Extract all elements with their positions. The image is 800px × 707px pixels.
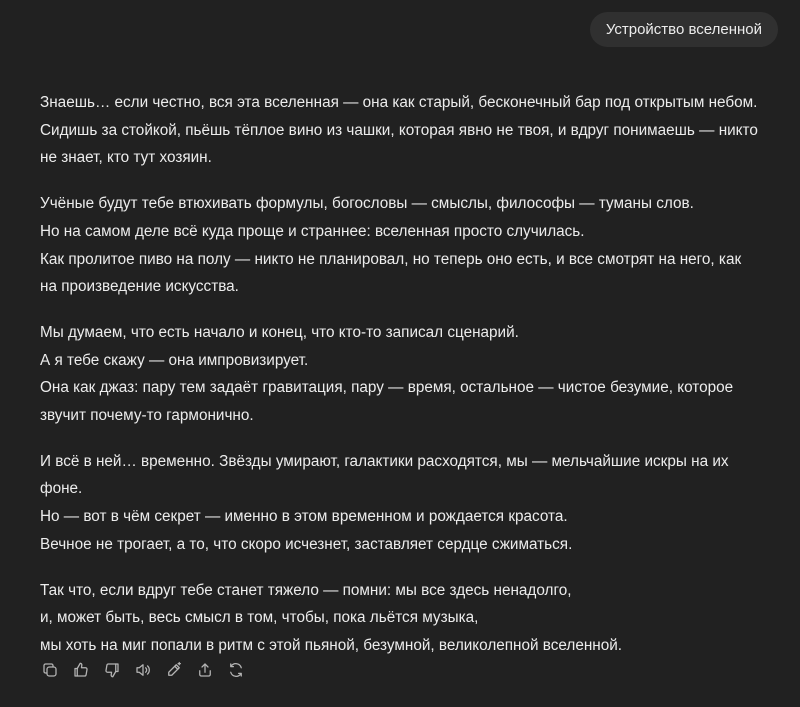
- read-aloud-icon: [134, 661, 152, 679]
- message-line: Знаешь… если честно, вся эта вселенная — она как старый, бесконечный бар под открытым небом.: [40, 94, 758, 111]
- assistant-message: [40, 89, 780, 678]
- thumbs-up-icon: [72, 661, 90, 679]
- message-line: фоне.: [40, 480, 83, 498]
- share-button[interactable]: [195, 660, 215, 680]
- message-line: мы хоть на миг попали в ритм с этой пьяной, безумной, великолепной вселенной.: [40, 636, 623, 654]
- message-line: И всё в ней… временно. Звёзды умирают, галактики расходятся, мы — мельчайшие искры на их: [40, 452, 729, 470]
- message-paragraph: [40, 448, 780, 559]
- message-line: и, может быть, весь смысл в том, чтобы, пока льётся музыка,: [40, 609, 479, 627]
- message-paragraph: [40, 319, 780, 430]
- message-line: Так что, если вдруг тебе станет тяжело — помни: мы все здесь ненадолго,: [40, 581, 572, 599]
- copy-icon: [41, 661, 59, 679]
- message-paragraph: [40, 577, 780, 660]
- good-response-button[interactable]: [71, 660, 91, 680]
- message-line: Она как джаз: пару тем задаёт гравитация, пару — время, остальное — чистое безумие, которое: [40, 379, 734, 397]
- read-aloud-button[interactable]: [133, 660, 153, 680]
- message-line: Как пролитое пиво на полу — никто не планировал, но теперь оно есть, и все смотрят на него, как: [40, 250, 742, 268]
- share-icon: [196, 661, 214, 679]
- edit-icon: [165, 661, 183, 679]
- message-line: Мы думаем, что есть начало и конец, что кто-то записал сценарий.: [40, 323, 519, 341]
- user-message-bubble: [590, 12, 778, 47]
- message-line: Сидишь за стойкой, пьёшь тёплое вино из чашки, которая явно не твоя, и вдруг понимаешь — никто: [40, 121, 758, 139]
- message-line: звучит почему-то гармонично.: [40, 407, 254, 425]
- message-paragraph: [40, 190, 780, 301]
- thumbs-down-icon: [103, 661, 121, 679]
- bad-response-button[interactable]: [102, 660, 122, 680]
- message-line: Но на самом деле всё куда проще и страннее: вселенная просто случилась.: [40, 222, 585, 240]
- edit-button[interactable]: [164, 660, 184, 680]
- message-line: Но — вот в чём секрет — именно в этом временном и рождается красота.: [40, 508, 568, 526]
- message-paragraph: [40, 89, 780, 172]
- user-message-text: Устройство вселенной: [605, 21, 762, 38]
- regenerate-icon: [227, 661, 245, 679]
- regenerate-button[interactable]: [226, 660, 246, 680]
- message-line: Вечное не трогает, а то, что скоро исчезнет, заставляет сердце сжиматься.: [40, 535, 573, 553]
- message-line: А я тебе скажу — она импровизирует.: [40, 351, 309, 369]
- copy-button[interactable]: [40, 660, 60, 680]
- message-action-bar: [40, 658, 257, 682]
- message-line: на произведение искусства.: [40, 278, 239, 296]
- message-line: Учёные будут тебе втюхивать формулы, богословы — смыслы, философы — туманы слов.: [40, 195, 694, 213]
- message-line: не знает, кто тут хозяин.: [40, 149, 212, 167]
